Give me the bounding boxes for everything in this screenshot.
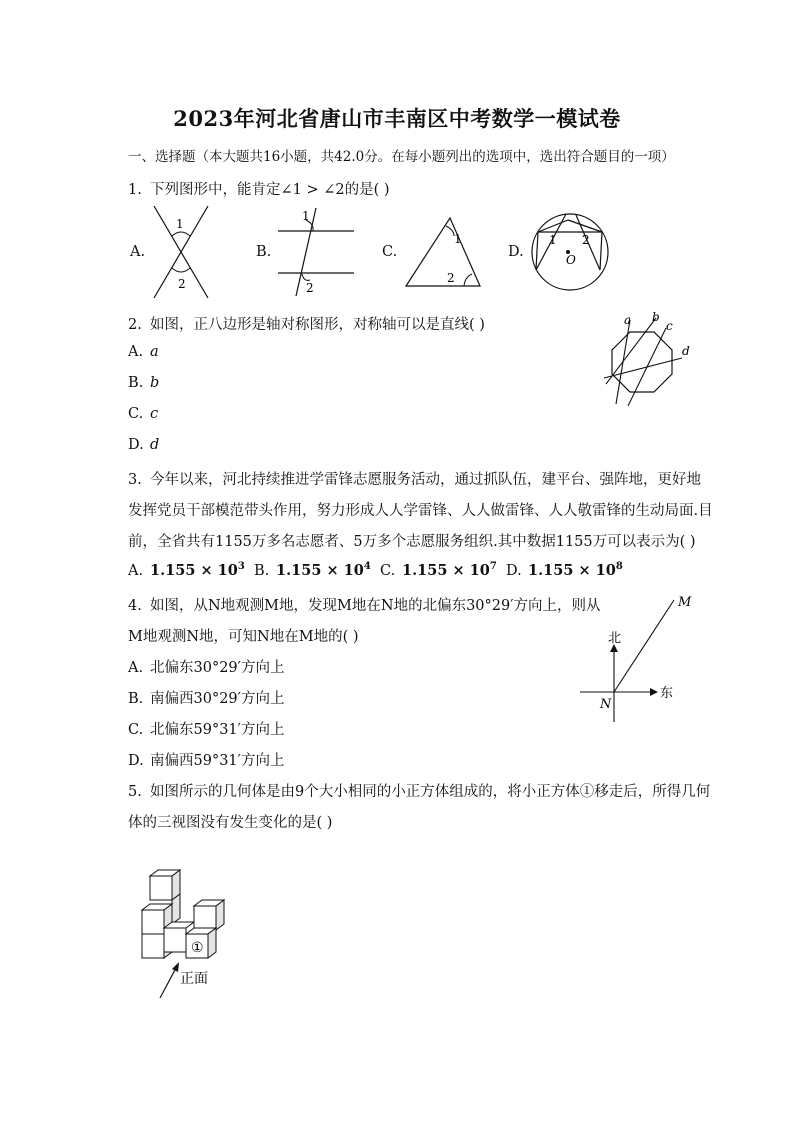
question-1 — [128, 178, 390, 199]
q4-direction-figure — [574, 592, 698, 726]
angle-2-label: 2 — [582, 233, 590, 247]
q1-figure-c — [402, 214, 484, 290]
line-b-label: b — [652, 310, 660, 324]
option-label: C. — [128, 722, 144, 738]
east-label: 东 — [660, 686, 674, 701]
question-3-line-2: 发挥党员干部模范带头作用，努力形成人人学雷锋、人人做雷锋、人人敬雷锋的生动局面.目 — [128, 503, 713, 519]
option-value: 1.155 × 10 — [276, 561, 364, 579]
q1-option-c-label[interactable]: C. — [382, 244, 398, 260]
q4-option-d[interactable] — [128, 749, 284, 770]
question-4-line-2: M地观测N地，可知N地在M地的( ) — [128, 629, 359, 645]
option-value: a — [150, 344, 159, 360]
q2-option-d[interactable] — [128, 437, 159, 453]
q3-option-c[interactable] — [380, 561, 497, 579]
q2-option-b[interactable] — [128, 375, 159, 391]
angle-2-label: 2 — [306, 281, 314, 295]
question-text: 如图，从N地观测M地，发现M地在N地的北偏东30°29′方向上，则从 — [150, 598, 601, 614]
option-label: B. — [128, 375, 144, 391]
option-label: A. — [128, 660, 144, 676]
question-2 — [128, 313, 485, 334]
option-label: B. — [128, 691, 144, 707]
option-exponent: 7 — [489, 561, 497, 572]
north-label: 北 — [608, 631, 622, 646]
option-value: b — [150, 375, 160, 391]
q1-option-b-label[interactable]: B. — [256, 244, 272, 260]
question-text: 今年以来，河北持续推进学雷锋志愿服务活动，通过抓队伍，建平台、强阵地，更好地 — [150, 472, 701, 488]
question-number: 5. — [128, 784, 142, 800]
q1-figure-d — [528, 210, 612, 294]
option-label: D. — [506, 562, 522, 579]
angle-2-label: 2 — [178, 277, 186, 291]
line-a-label: a — [624, 313, 632, 327]
front-label: 正面 — [180, 971, 208, 987]
option-value: d — [150, 437, 160, 453]
q1-option-a-label[interactable]: A. — [130, 244, 146, 260]
cube-1-label: ① — [191, 940, 204, 956]
option-label: A. — [128, 562, 144, 579]
angle-1-label: 1 — [302, 209, 310, 223]
q3-option-d[interactable] — [506, 561, 623, 579]
question-text: 如图，正八边形是轴对称图形，对称轴可以是直线( ) — [150, 317, 485, 333]
question-number: 1. — [128, 182, 142, 198]
option-label: C. — [380, 562, 396, 579]
question-number: 4. — [128, 598, 142, 614]
option-value: 1.155 × 10 — [150, 561, 238, 579]
option-value: 1.155 × 10 — [402, 561, 490, 579]
q3-option-a[interactable] — [128, 561, 245, 579]
q1-figure-b — [276, 206, 356, 298]
question-number: 3. — [128, 472, 142, 488]
q2-octagon-figure — [596, 308, 700, 408]
option-value: c — [150, 406, 159, 422]
q2-option-a[interactable] — [128, 344, 159, 360]
question-number: 2. — [128, 317, 142, 333]
option-value: 北偏东59°31′方向上 — [150, 722, 285, 738]
question-4-line-1 — [128, 594, 601, 615]
question-3-line-1 — [128, 468, 701, 489]
question-5-line-2: 体的三视图没有发生变化的是( ) — [128, 815, 333, 831]
q4-option-c[interactable] — [128, 718, 284, 739]
option-label: D. — [128, 753, 144, 769]
option-label: C. — [128, 406, 144, 422]
q1-figure-a — [148, 204, 214, 300]
q2-option-c[interactable] — [128, 406, 158, 422]
center-o-label: O — [566, 253, 576, 267]
line-d-label: d — [682, 344, 690, 358]
q4-option-a[interactable] — [128, 656, 284, 677]
option-label: B. — [254, 562, 270, 579]
q1-option-d-label[interactable]: D. — [508, 244, 524, 260]
option-label: A. — [128, 344, 144, 360]
angle-1-label: 1 — [454, 232, 462, 246]
option-label: D. — [128, 437, 144, 453]
option-exponent: 8 — [615, 561, 623, 572]
option-exponent: 4 — [363, 561, 371, 572]
option-value: 北偏东30°29′方向上 — [150, 660, 285, 676]
line-c-label: c — [666, 319, 673, 333]
page-title: 2023年河北省唐山市丰南区中考数学一模试卷 — [173, 106, 621, 131]
point-m-label: M — [678, 595, 692, 610]
angle-1-label: 1 — [549, 233, 557, 247]
q5-cube-figure — [132, 866, 242, 1006]
point-n-label: N — [600, 697, 612, 712]
option-value: 南偏西30°29′方向上 — [150, 691, 285, 707]
option-value: 1.155 × 10 — [528, 561, 616, 579]
section-heading: 一、选择题（本大题共16小题，共42.0分。在每小题列出的选项中，选出符合题目的一项） — [128, 149, 675, 165]
question-5-line-1 — [128, 780, 710, 801]
angle-1-label: 1 — [176, 217, 184, 231]
angle-2-label: 2 — [447, 271, 455, 285]
option-exponent: 3 — [237, 561, 245, 572]
question-text: 下列图形中，能肯定∠1 > ∠2的是( ) — [150, 182, 390, 198]
question-text: 如图所示的几何体是由9个大小相同的小正方体组成的，将小正方体①移走后，所得几何 — [150, 784, 711, 800]
option-value: 南偏西59°31′方向上 — [150, 753, 285, 769]
q3-option-b[interactable] — [254, 561, 371, 579]
q4-option-b[interactable] — [128, 687, 284, 708]
question-3-line-3: 前，全省共有1155万多名志愿者、5万多个志愿服务组织.其中数据1155万可以表示为( ) — [128, 534, 696, 550]
